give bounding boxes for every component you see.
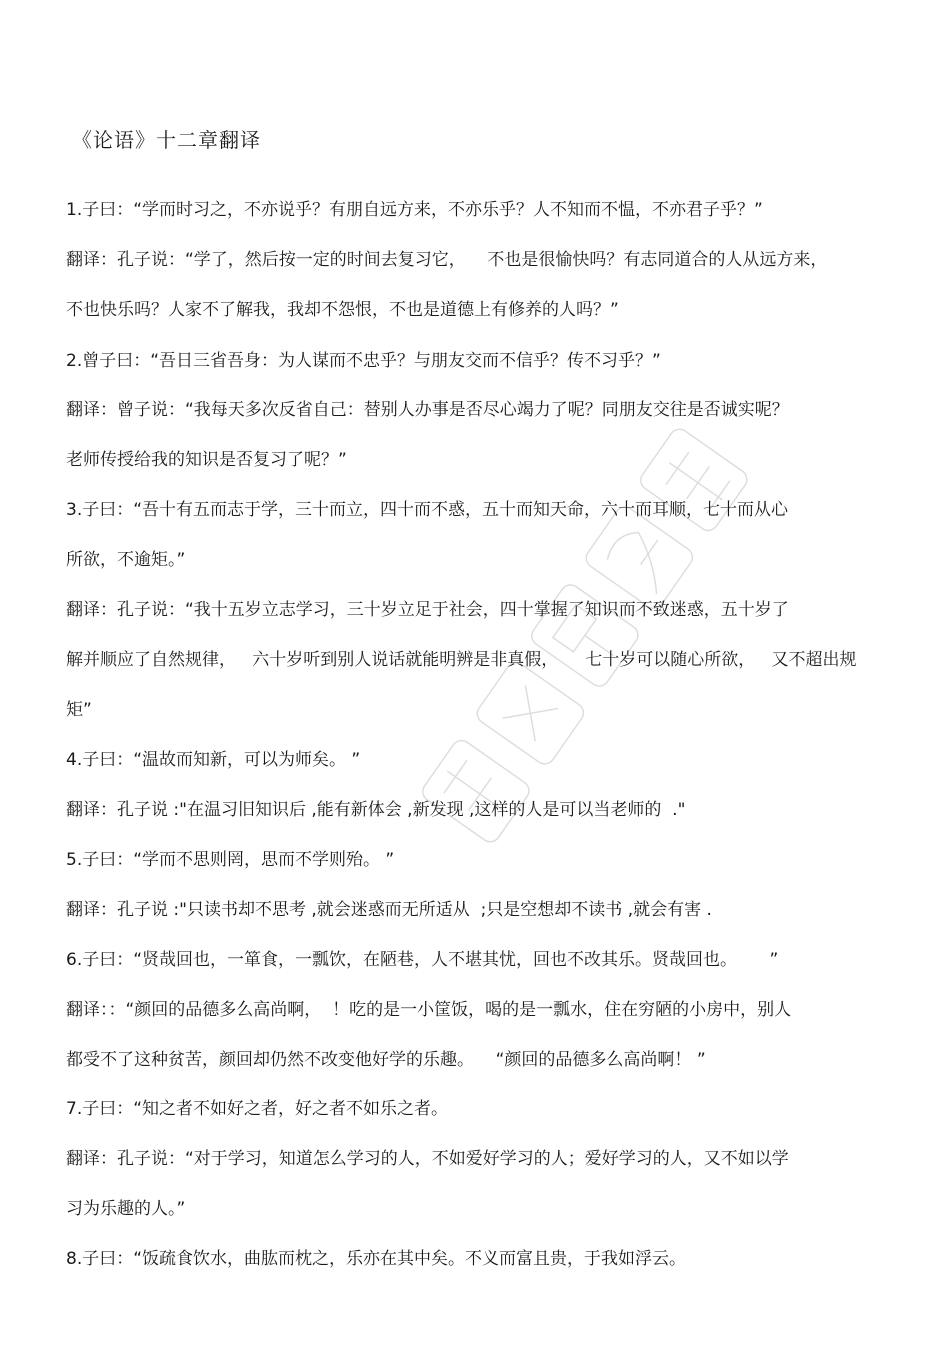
watermark-graphic [340,330,860,950]
text-line: 8.子曰：“饭疏食饮水，曲肱而枕之，乐亦在其中矣。不义而富且贵，于我如浮云。 [66,1249,687,1269]
text-line: 7.子曰：“知之者不如好之者，好之者不如乐之者。 [66,1099,449,1119]
text-line: 解并顺应了自然规律， 六十岁听到别人说话就能明辨是非真假， 七十岁可以随心所欲， 又不超出规 [66,650,857,670]
text-line: 习为乐趣的人。” [66,1199,186,1219]
text-line: 4.子曰：“温故而知新，可以为师矣。 ” [66,750,361,770]
text-line: 6.子曰：“贤哉回也，一箪食，一瓢饮，在陋巷，人不堪其忧，回也不改其乐。贤哉回也。 ” [66,950,779,970]
text-line: 所欲，不逾矩。” [66,550,186,570]
text-line: 翻译：孔子说 :"只读书却不思考 ,就会迷惑而无所适从 ;只是空想却不读书 ,就会有害 . [66,900,712,920]
text-line: 2.曾子曰：“吾日三省吾身：为人谋而不忠乎？与朋友交而不信乎？传不习乎？” [66,351,661,371]
text-line: 翻译：孔子说 :"在温习旧知识后 ,能有新体会 ,新发现 ,这样的人是可以当老师的 ." [66,800,686,820]
text-line: 5.子曰：“学而不思则罔，思而不学则殆。 ” [66,850,395,870]
text-line: 3.子曰：“吾十有五而志于学，三十而立，四十而不惑，五十而知天命，六十而耳顺，七十而从心 [66,500,789,520]
text-line: 翻译：曾子说：“我每天多次反省自己：替别人办事是否尽心竭力了呢？同朋友交往是否诚实呢？ [66,400,789,420]
text-line: 矩” [66,700,92,720]
text-line: 老师传授给我的知识是否复习了呢？” [66,450,347,470]
text-line: 翻译：孔子说：“我十五岁立志学习，三十岁立足于社会，四十掌握了知识而不致迷惑，五十岁了 [66,600,789,620]
text-line: 1.子曰：“学而时习之，不亦说乎？有朋自远方来，不亦乐乎？人不知而不愠，不亦君子乎？” [66,200,763,220]
text-line: 都受不了这种贫苦，颜回却仍然不改变他好学的乐趣。 “颜回的品德多么高尚啊！ ” [66,1050,706,1070]
text-line: 翻译：孔子说：“对于学习，知道怎么学习的人，不如爱好学习的人；爱好学习的人，又不如以学 [66,1149,789,1169]
text-line: 不也快乐吗？人家不了解我，我却不怨恨，不也是道德上有修养的人吗？” [66,300,619,320]
text-line: 翻译：：“颜回的品德多么高尚啊， ！吃的是一小筐饭，喝的是一瓢水，住在穷陋的小房中，别人 [66,1000,792,1020]
document-title: 《论语》十二章翻译 [72,128,261,152]
text-line: 翻译：孔子说：“学了，然后按一定的时间去复习它， 不也是很愉快吗？有志同道合的人从远方来， [66,250,828,270]
